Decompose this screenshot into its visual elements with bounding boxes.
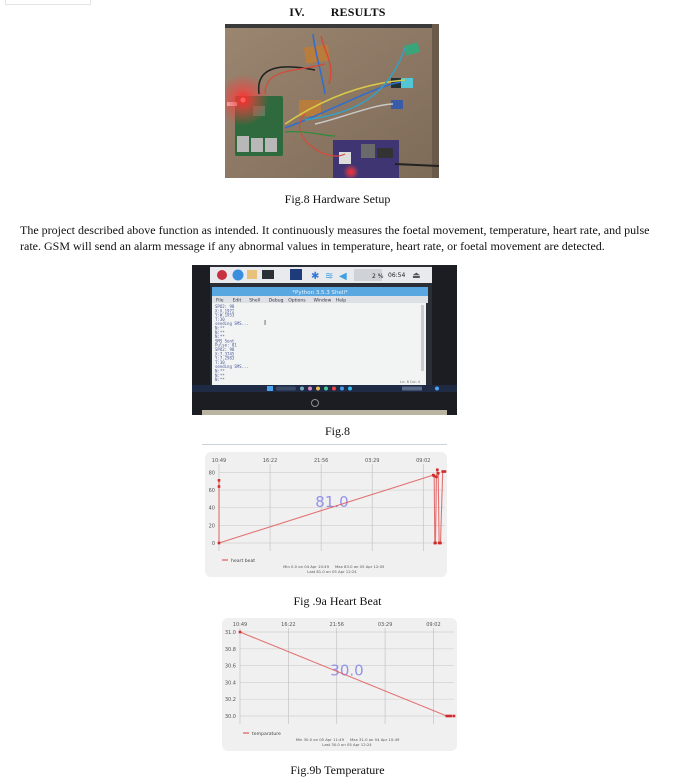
stat-min: Min 0.0 on 04 Apr 10:49	[283, 564, 329, 569]
window-title: *Python 3.5.3 Shell*	[292, 290, 348, 296]
data-point	[239, 631, 242, 634]
console-line: N:**	[215, 368, 225, 374]
y-tick-label: 30.6	[224, 663, 236, 670]
results-paragraph: The project described above function as intended. It continuously measures the foetal movement, temperature, heart rate, and pulse rate. GSM will send an alarm message if any abnormal values in temperature, heart rate, or foetal movement are detected.	[20, 223, 650, 253]
console-line: N:**	[215, 377, 225, 383]
current-value-label: 81.0	[315, 493, 349, 511]
bluetooth-icon[interactable]: ✱	[311, 271, 320, 282]
y-tick-label: 20	[208, 523, 215, 530]
console-line: Y:7.2983	[215, 355, 235, 361]
folder-icon[interactable]	[247, 270, 257, 279]
wifi-icon[interactable]: ≋	[325, 271, 334, 282]
x-tick-label: 10:49	[232, 622, 248, 628]
section-title: RESULTS	[330, 5, 386, 19]
menu-item-options[interactable]: Options	[288, 298, 306, 304]
vnc-icon[interactable]	[290, 269, 302, 280]
y-tick-label: 80	[208, 470, 215, 477]
x-tick-label: 03:29	[365, 458, 380, 464]
eject-icon[interactable]: ⏏	[412, 271, 421, 281]
screen-photo	[192, 265, 457, 415]
volume-icon[interactable]: ◀	[339, 271, 347, 282]
console-line: N:**	[215, 325, 225, 331]
temperature-chart	[222, 618, 457, 751]
y-tick-label: 30.0	[224, 714, 236, 720]
section-number: IV.	[289, 5, 305, 19]
data-point	[434, 542, 437, 545]
menu-item-debug[interactable]: Debug	[268, 298, 284, 304]
data-point	[449, 715, 452, 718]
figure-caption-screen: Fig.8	[324, 424, 350, 438]
x-tick-label: 09:02	[426, 622, 441, 628]
console-scrollbar[interactable]	[421, 305, 424, 371]
x-tick-label: 21:56	[313, 458, 329, 464]
data-point	[453, 715, 456, 718]
x-tick-label: 09:02	[416, 458, 431, 464]
menu-item-shell[interactable]: Shell	[249, 298, 261, 304]
x-tick-label: 03:29	[377, 622, 393, 628]
menu-item-window[interactable]: Window	[313, 298, 332, 304]
clock-readout: 06:54	[388, 272, 406, 279]
legend-label: heart beat	[231, 559, 256, 564]
data-point	[218, 485, 221, 488]
stat-max: Max 83.0 on 05 Apr 12:05	[335, 564, 385, 569]
menu-item-edit[interactable]: Edit	[232, 298, 242, 304]
data-point	[436, 468, 439, 471]
console-line: N:**	[215, 329, 225, 335]
figure-caption-hardware: Fig.8 Hardware Setup	[284, 192, 391, 206]
chart-separator-rule	[202, 444, 447, 445]
data-point	[218, 479, 221, 482]
data-point	[437, 472, 440, 475]
figure-caption-heart-beat: Fig .9a Heart Beat	[293, 594, 382, 608]
stat-last: Last 30.0 on 05 Apr 12:24	[322, 742, 372, 747]
battery-readout: 2 %	[372, 273, 384, 280]
data-point	[218, 542, 221, 545]
hardware-setup-photo	[225, 24, 439, 178]
y-tick-label: 40	[208, 505, 215, 512]
raspberry-menu-icon[interactable]	[217, 270, 227, 280]
console-line: T:30	[215, 316, 225, 322]
figure-caption-temperature: Fig.9b Temperature	[290, 763, 385, 777]
browser-icon[interactable]	[233, 270, 244, 281]
console-line: N:**	[215, 372, 225, 378]
console-line: SPO2: 98	[215, 304, 235, 309]
console-line: Pulse: 81	[215, 342, 237, 348]
console-line: sending SMS...	[215, 321, 249, 327]
console-line: N:**	[215, 334, 225, 340]
section-heading	[0, 5, 675, 20]
console-line: SMS Sent	[215, 338, 235, 344]
current-value-label: 30.0	[330, 661, 364, 680]
text-cursor-icon: I	[264, 319, 267, 327]
legend-label: temparature	[252, 732, 281, 737]
y-tick-label: 30.8	[224, 646, 236, 653]
x-tick-label: 10:49	[211, 458, 227, 464]
data-point	[439, 542, 442, 545]
y-tick-label: 30.2	[224, 697, 236, 704]
data-point	[433, 475, 436, 478]
console-line: SPO2: 98	[215, 347, 235, 352]
stat-min: Min 30.0 on 05 Apr 11:49	[295, 737, 344, 742]
console-line: sending SMS...	[215, 364, 249, 370]
stat-max: Max 31.0 on 04 Apr 10:49	[350, 737, 400, 742]
python-shell-console[interactable]	[212, 303, 426, 385]
x-tick-label: 21:56	[329, 622, 344, 628]
menu-item-help[interactable]: Help	[335, 298, 347, 304]
console-line: T:30	[215, 359, 225, 365]
data-point	[441, 470, 444, 473]
x-tick-label: 16:22	[262, 458, 278, 464]
y-tick-label: 30.4	[224, 680, 236, 687]
heart-beat-chart	[205, 452, 447, 577]
console-line: Y:W.1953	[215, 312, 235, 318]
console-line: X:7.3745	[215, 351, 235, 357]
x-tick-label: 16:22	[281, 622, 296, 628]
console-line: X:X.1972	[215, 308, 235, 314]
data-point	[444, 470, 447, 473]
y-tick-label: 31.0	[224, 630, 236, 636]
y-tick-label: 60	[208, 488, 215, 495]
data-point	[435, 476, 438, 479]
stat-last: Last 81.0 on 05 Apr 12:24	[307, 569, 357, 574]
terminal-icon[interactable]	[262, 270, 274, 279]
y-tick-label: 0	[211, 541, 215, 547]
cursor-position-status: Ln: 8 Col: 4	[400, 380, 420, 384]
menu-item-file[interactable]: File	[216, 298, 224, 304]
